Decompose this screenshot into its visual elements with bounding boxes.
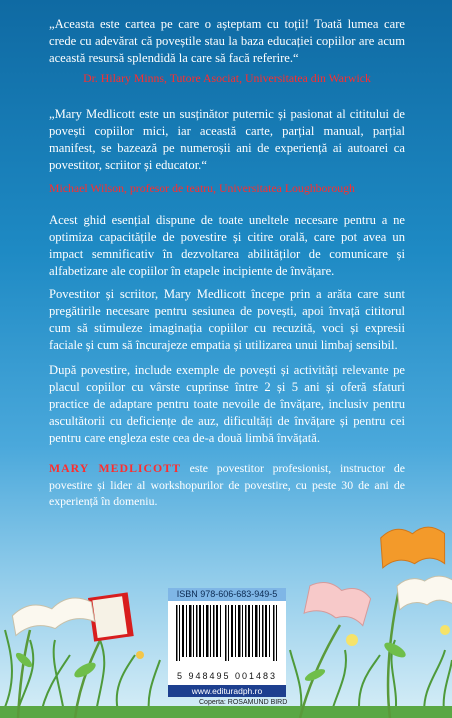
author-bio-text: este povestitor profesionist, instructor de povestire și lider al workshopurilor de povestire, cu peste 30 de ani de experiență în domeniu. [49,461,406,508]
barcode-icon [168,601,286,671]
body-paragraph-1: Acest ghid esențial dispune de toate uneltele necesare pentru a ne optimiza capacitățile de povestire și citire orală, care pot avea un impact semnificativ în dezvoltarea abilităților de comunicare și alfabetizare ale copiilor în etapele incipiente de învățare. [49,213,405,278]
quote-2-text: „Mary Medlicott este un susținător puternic și pasionat al cititului de povești copiilor mici, iar această carte, parțial manual, parțial manifest, se bazează pe numeroșii ani de experiență ai autoarei ca povestitor, scriitor și educator.“ [49,107,405,172]
body-paragraph-2: Povestitor și scriitor, Mary Medlicott începe prin a arăta care sunt pregătirile necesare pentru sesiunea de povești, apoi învață cititorul cum să stimuleze imaginația copiilor cu recuzită, voci și expresii faciale și cum să încurajeze empatia și utilizarea unui limbaj sensibil. [49,287,405,352]
publisher-website: www.edituradph.ro [168,685,286,697]
quote-2-attribution: Michael Wilson, profesor de teatru, Universitatea Loughborough [49,181,355,195]
quote-1-attribution: Dr. Hilary Minns, Tutore Asociat, Universitatea din Warwick [83,71,371,85]
red-book-icon [88,592,134,641]
barcode-number: 5 948495 001483 [176,671,278,681]
open-book-icon [11,595,94,635]
pink-book-icon [304,579,372,626]
quote-1-text: „Aceasta este cartea pe care o așteptam cu toții! Toată lumea care crede cu adevărat că poveștile stau la baza educației copiilor are acum această resursă splendidă la care să facă referire.“ [49,17,405,65]
orange-book-icon [380,526,446,568]
isbn-label: ISBN 978-606-683-949-5 [168,588,286,601]
author-name: MARY MEDLICOTT [49,461,181,475]
white-book-icon [396,575,452,610]
body-paragraph-3: După povestire, include exemple de povești și activități relevante pe placul copiilor cu vârste cuprinse între 2 și 5 ani și oferă sfaturi practice de adaptare pentru toate nevoile de învățare, inclusiv pentru ascultătorii cu deficiențe de auz, dificultăți de învățare și pentru cei pentru care engleza este cea de-a două limbă învățată. [49,363,405,445]
cover-credit: Coperta: ROSAMUND BIRD [199,699,288,706]
